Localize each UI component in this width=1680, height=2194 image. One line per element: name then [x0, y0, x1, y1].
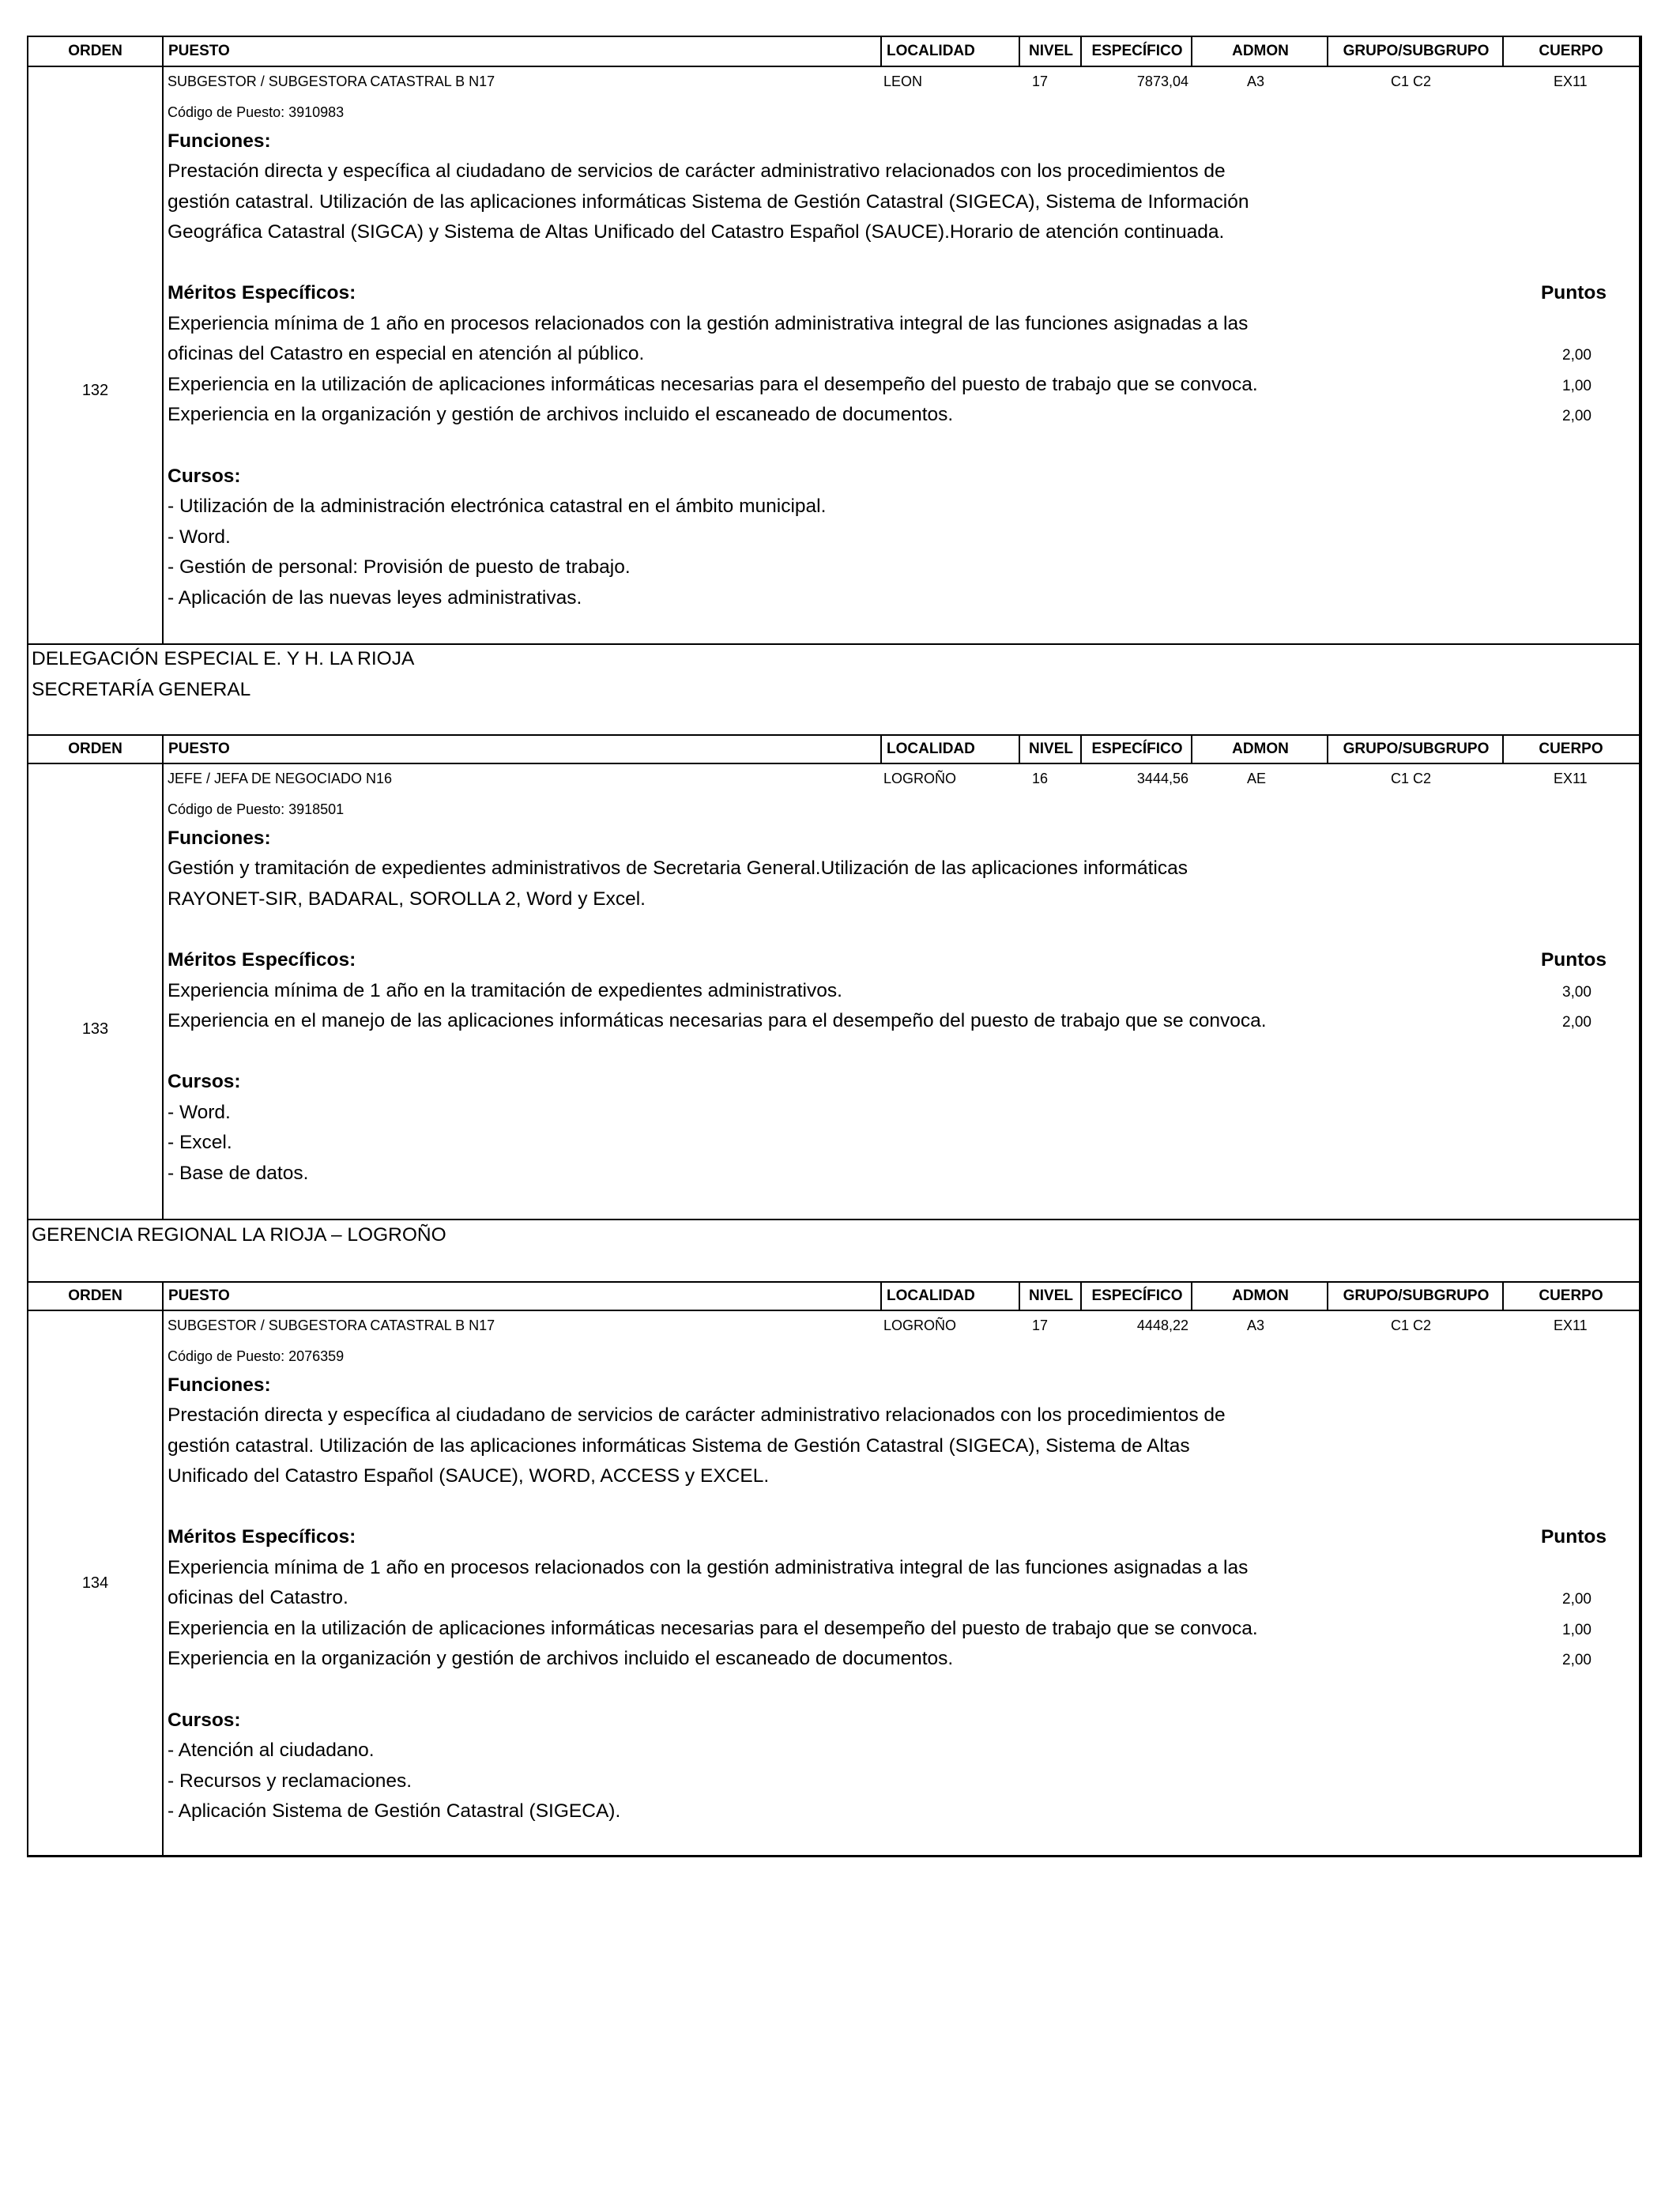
header-especifico: ESPECÍFICO — [1080, 1283, 1192, 1310]
meritos-heading: Méritos Específicos: — [168, 949, 356, 971]
especifico-value: 3444,56 — [1136, 771, 1188, 786]
cursos-heading: Cursos: — [168, 1710, 241, 1731]
puntos-value: 2,00 — [1562, 1014, 1591, 1031]
document-table — [27, 36, 1642, 1857]
header-nivel: NIVEL — [1019, 37, 1082, 66]
puntos-value: 2,00 — [1562, 408, 1591, 424]
curso-item: - Recursos y reclamaciones. — [168, 1770, 412, 1792]
merito-line: Experiencia en la utilización de aplicaciones informáticas necesarias para el desempeño del puesto de trabajo que se convoca. — [168, 1618, 1258, 1639]
curso-item: - Atención al ciudadano. — [168, 1740, 375, 1761]
curso-item: - Gestión de personal: Provisión de puesto de trabajo. — [168, 556, 631, 578]
puntos-value: 1,00 — [1562, 378, 1591, 394]
curso-item: - Aplicación de las nuevas leyes administrativas. — [168, 587, 582, 609]
puntos-heading: Puntos — [1540, 282, 1607, 303]
nivel-value: 16 — [1032, 771, 1049, 786]
funciones-line: gestión catastral. Utilización de las aplicaciones informáticas Sistema de Gestión Catastral (SIGECA), Sistema de Altas — [168, 1435, 1190, 1457]
table-row — [28, 67, 1639, 645]
cuerpo-value: EX11 — [1554, 771, 1588, 786]
puntos-heading: Puntos — [1540, 1526, 1607, 1547]
header-cuerpo: CUERPO — [1502, 1283, 1638, 1310]
cuerpo-value: EX11 — [1554, 1318, 1588, 1333]
column-divider — [162, 1311, 164, 1857]
funciones-line: Gestión y tramitación de expedientes administrativos de Secretaria General.Utilización de las aplicaciones informáticas — [168, 858, 1188, 879]
header-localidad: LOCALIDAD — [880, 736, 1021, 763]
table-header — [28, 37, 1639, 67]
puesto-title: SUBGESTOR / SUBGESTORA CATASTRAL B N17 — [168, 74, 495, 89]
localidad-value: LEON — [883, 74, 923, 89]
especifico-value: 7873,04 — [1136, 74, 1188, 89]
codigo-puesto: Código de Puesto: 2076359 — [168, 1348, 345, 1364]
puntos-value: 2,00 — [1562, 1591, 1591, 1608]
section-title: GERENCIA REGIONAL LA RIOJA – LOGROÑO — [32, 1224, 446, 1246]
merito-line: Experiencia en la organización y gestión de archivos incluido el escaneado de documentos. — [168, 1648, 954, 1669]
localidad-value: LOGROÑO — [883, 1318, 957, 1333]
funciones-heading: Funciones: — [168, 1374, 271, 1396]
header-admon: ADMON — [1191, 37, 1328, 66]
header-grupo: GRUPO/SUBGRUPO — [1327, 736, 1504, 763]
cursos-heading: Cursos: — [168, 466, 241, 487]
orden-number: 133 — [81, 1020, 109, 1038]
header-nivel: NIVEL — [1019, 1283, 1082, 1310]
header-puesto: PUESTO — [162, 736, 880, 763]
nivel-value: 17 — [1032, 1318, 1049, 1333]
localidad-value: LOGROÑO — [883, 771, 957, 786]
funciones-line: RAYONET-SIR, BADARAL, SOROLLA 2, Word y Excel. — [168, 888, 646, 910]
funciones-heading: Funciones: — [168, 130, 271, 152]
merito-line: Experiencia mínima de 1 año en la tramitación de expedientes administrativos. — [168, 980, 842, 1001]
header-grupo: GRUPO/SUBGRUPO — [1327, 1283, 1504, 1310]
orden-number: 134 — [81, 1574, 109, 1592]
merito-line: Experiencia en la organización y gestión de archivos incluido el escaneado de documentos. — [168, 404, 954, 425]
header-admon: ADMON — [1191, 1283, 1328, 1310]
admon-value: A3 — [1247, 1318, 1265, 1333]
header-puesto: PUESTO — [162, 1283, 880, 1310]
section-subtitle: SECRETARÍA GENERAL — [32, 679, 251, 700]
cuerpo-value: EX11 — [1554, 74, 1588, 89]
header-grupo: GRUPO/SUBGRUPO — [1327, 37, 1504, 66]
curso-item: - Utilización de la administración electrónica catastral en el ámbito municipal. — [168, 496, 827, 517]
header-orden: ORDEN — [68, 741, 122, 757]
header-localidad: LOCALIDAD — [880, 1283, 1021, 1310]
merito-line: Experiencia en la utilización de aplicaciones informáticas necesarias para el desempeño del puesto de trabajo que se convoca. — [168, 374, 1258, 395]
codigo-puesto: Código de Puesto: 3910983 — [168, 104, 345, 120]
grupo-value: C1 C2 — [1391, 74, 1432, 89]
grupo-value: C1 C2 — [1391, 1318, 1432, 1333]
puntos-value: 1,00 — [1562, 1622, 1591, 1638]
meritos-heading: Méritos Específicos: — [168, 1526, 356, 1547]
puntos-value: 2,00 — [1562, 1652, 1591, 1668]
header-nivel: NIVEL — [1019, 736, 1082, 763]
funciones-line: gestión catastral. Utilización de las aplicaciones informáticas Sistema de Gestión Catastral (SIGECA), Sistema de Información — [168, 191, 1249, 213]
puesto-title: SUBGESTOR / SUBGESTORA CATASTRAL B N17 — [168, 1318, 495, 1333]
funciones-line: Geográfica Catastral (SIGCA) y Sistema de Altas Unificado del Catastro Español (SAUCE).Horario de atención continuada. — [168, 221, 1225, 243]
especifico-value: 4448,22 — [1136, 1318, 1188, 1333]
codigo-puesto: Código de Puesto: 3918501 — [168, 801, 345, 817]
table-header — [28, 1281, 1639, 1311]
header-especifico: ESPECÍFICO — [1080, 736, 1192, 763]
header-localidad: LOCALIDAD — [880, 37, 1021, 66]
header-orden: ORDEN — [68, 43, 122, 59]
curso-item: - Word. — [168, 1102, 231, 1123]
merito-line: oficinas del Catastro. — [168, 1587, 348, 1608]
nivel-value: 17 — [1032, 74, 1049, 89]
curso-item: - Base de datos. — [168, 1163, 309, 1184]
funciones-line: Prestación directa y específica al ciudadano de servicios de carácter administrativo relacionados con los procedimientos de — [168, 1404, 1226, 1426]
funciones-heading: Funciones: — [168, 827, 271, 849]
section-title: DELEGACIÓN ESPECIAL E. Y H. LA RIOJA — [32, 648, 415, 669]
funciones-line: Prestación directa y específica al ciudadano de servicios de carácter administrativo relacionados con los procedimientos de — [168, 160, 1226, 182]
table-row — [28, 1311, 1639, 1857]
column-divider — [162, 67, 164, 643]
header-especifico: ESPECÍFICO — [1080, 37, 1192, 66]
puntos-heading: Puntos — [1540, 949, 1607, 971]
section-heading — [28, 1220, 1639, 1284]
merito-line: Experiencia en el manejo de las aplicaciones informáticas necesarias para el desempeño del puesto de trabajo que se convoca. — [168, 1010, 1267, 1031]
grupo-value: C1 C2 — [1391, 771, 1432, 786]
table-row — [28, 764, 1639, 1220]
puesto-title: JEFE / JEFA DE NEGOCIADO N16 — [168, 771, 393, 786]
admon-value: A3 — [1247, 74, 1265, 89]
merito-line: Experiencia mínima de 1 año en procesos relacionados con la gestión administrativa integral de las funciones asignadas a las — [168, 1557, 1249, 1578]
header-puesto: PUESTO — [162, 37, 880, 66]
section-heading — [28, 645, 1639, 736]
cursos-heading: Cursos: — [168, 1071, 241, 1092]
funciones-line: Unificado del Catastro Español (SAUCE), WORD, ACCESS y EXCEL. — [168, 1465, 770, 1487]
curso-item: - Excel. — [168, 1132, 232, 1153]
header-cuerpo: CUERPO — [1502, 736, 1638, 763]
column-divider — [162, 764, 164, 1219]
curso-item: - Aplicación Sistema de Gestión Catastral (SIGECA). — [168, 1800, 621, 1822]
meritos-heading: Méritos Específicos: — [168, 282, 356, 303]
header-orden: ORDEN — [68, 1287, 122, 1304]
header-cuerpo: CUERPO — [1502, 37, 1638, 66]
orden-number: 132 — [81, 382, 109, 399]
admon-value: AE — [1247, 771, 1267, 786]
merito-line: oficinas del Catastro en especial en atención al público. — [168, 343, 645, 364]
merito-line: Experiencia mínima de 1 año en procesos relacionados con la gestión administrativa integral de las funciones asignadas a las — [168, 313, 1249, 334]
puntos-value: 3,00 — [1562, 984, 1591, 1001]
curso-item: - Word. — [168, 526, 231, 548]
header-admon: ADMON — [1191, 736, 1328, 763]
puntos-value: 2,00 — [1562, 347, 1591, 364]
table-header — [28, 734, 1639, 764]
